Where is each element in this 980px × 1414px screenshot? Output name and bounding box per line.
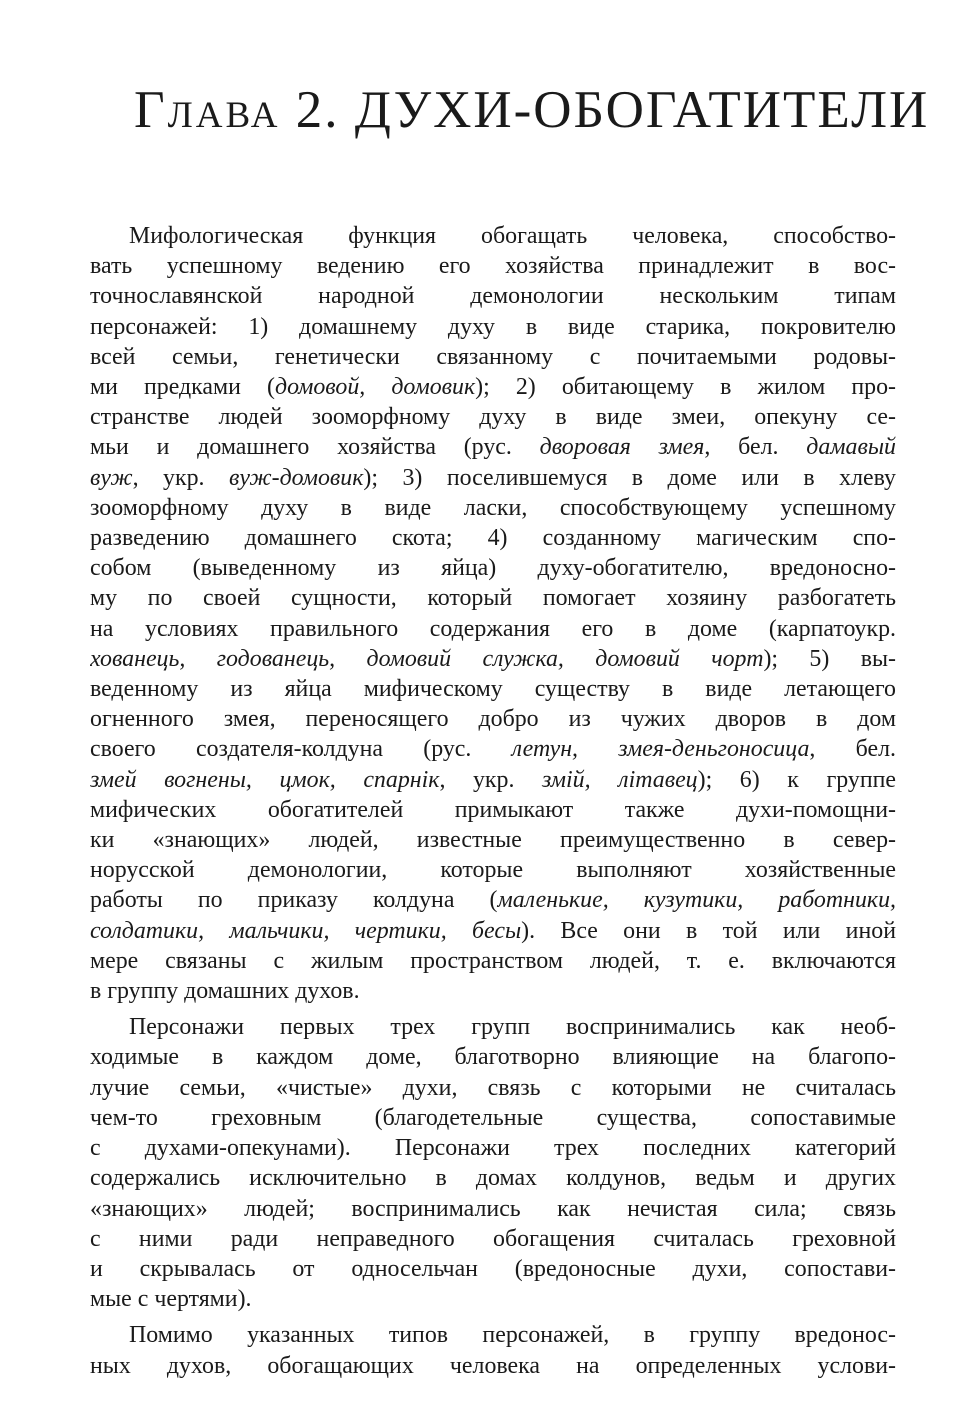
text-run: му по своей сущности, который помогает хозяину разбогатеть bbox=[90, 585, 896, 612]
text-run: , бел. bbox=[809, 736, 896, 763]
text-line bbox=[90, 704, 896, 734]
text-run: в группу домашних духов. bbox=[90, 978, 360, 1005]
text-line bbox=[90, 674, 896, 704]
text-run: Помимо указанных типов персонажей, в группу вредонос- bbox=[129, 1322, 896, 1349]
italic-term: вуж-домовик bbox=[229, 464, 364, 491]
text-run: , бел. bbox=[704, 434, 807, 461]
text-run: лучие семьи, «чистые» духи, связь с которыми не считалась bbox=[90, 1074, 896, 1101]
text-run: мере связаны с жилым пространством людей, т. е. включаются bbox=[90, 947, 896, 974]
text-line bbox=[90, 765, 896, 795]
chapter-label: Глава bbox=[134, 81, 281, 139]
text-run: Мифологическая функция обогащать человека, способство- bbox=[129, 223, 896, 249]
text-line bbox=[90, 1194, 896, 1224]
text-line bbox=[90, 1320, 896, 1350]
text-line bbox=[90, 281, 896, 311]
chapter-number: 2. bbox=[295, 81, 340, 139]
text-line bbox=[90, 644, 896, 674]
text-run: «знающих» людей; воспринимались как нечистая сила; связь bbox=[90, 1195, 896, 1222]
text-run: работы по приказу колдуна ( bbox=[90, 887, 498, 914]
text-line bbox=[90, 312, 896, 342]
text-line bbox=[90, 1073, 896, 1103]
text-line bbox=[90, 342, 896, 372]
text-line bbox=[90, 1133, 896, 1163]
text-line bbox=[90, 1284, 896, 1314]
text-line bbox=[90, 1254, 896, 1284]
text-run: и скрывалась от односельчан (вредоносные духи, сопостави- bbox=[90, 1255, 896, 1282]
chapter-heading bbox=[134, 81, 930, 139]
text-run: ми предками ( bbox=[90, 374, 275, 401]
text-run: странстве людей зооморфному духу в виде змеи, опекуну се- bbox=[90, 404, 896, 431]
text-line bbox=[90, 1012, 896, 1042]
text-run: ); 2) обитающему в жилом про- bbox=[475, 374, 896, 401]
text-run: ); 3) поселившемуся в доме или в хлеву bbox=[363, 464, 896, 491]
italic-term: летун, змея-деньгоносица bbox=[511, 736, 810, 763]
text-run: ); 5) вы- bbox=[763, 645, 896, 672]
italic-term: змій, літавец bbox=[542, 766, 698, 793]
text-run: чем-то греховным (благодетельные существа, сопоставимые bbox=[90, 1104, 896, 1131]
text-line bbox=[90, 523, 896, 553]
text-line bbox=[90, 734, 896, 764]
text-line bbox=[90, 432, 896, 462]
text-run: всей семьи, генетически связанному с почитаемыми родовы- bbox=[90, 343, 896, 370]
text-run: зооморфному духу в виде ласки, способствующему успешному bbox=[90, 494, 896, 521]
text-run: на условиях правильного содержания его в доме (карпатоукр. bbox=[90, 615, 896, 642]
text-run: огненного змея, переносящего добро из чужих дворов в дом bbox=[90, 706, 896, 733]
text-run: собом (выведенному из яйца) духу-обогатителю, вредоносно- bbox=[90, 555, 896, 582]
paragraph bbox=[90, 221, 896, 1006]
paragraph bbox=[90, 1012, 896, 1314]
italic-term: змей вогнены, цмок, спарнік bbox=[90, 766, 440, 793]
text-line bbox=[90, 916, 896, 946]
italic-term: маленькие, кузутики, работники, bbox=[497, 887, 896, 914]
italic-term: дамавый bbox=[806, 434, 896, 461]
italic-term: солдатики, мальчики, чертики, бесы bbox=[90, 917, 522, 944]
italic-term: домовой, домовик bbox=[275, 374, 476, 401]
body-text bbox=[90, 221, 896, 1381]
text-line bbox=[90, 885, 896, 915]
text-run: вать успешному ведению его хозяйства принадлежит в вос- bbox=[90, 253, 896, 280]
text-run: ). Все они в той или иной bbox=[521, 917, 896, 944]
text-run: персонажей: 1) домашнему духу в виде старика, покровителю bbox=[90, 313, 896, 340]
text-run: норусской демонологии, которые выполняют хозяйственные bbox=[90, 857, 896, 884]
text-run: Персонажи первых трех групп воспринимались как необ- bbox=[129, 1014, 896, 1041]
text-run: веденному из яйца мифическому существу в виде летающего bbox=[90, 676, 896, 703]
text-line bbox=[90, 795, 896, 825]
text-run: ); 6) к группе bbox=[697, 766, 896, 793]
text-run: мые с чертями). bbox=[90, 1286, 252, 1313]
text-line bbox=[90, 855, 896, 885]
text-run: разведению домашнего скота; 4) созданному магическим спо- bbox=[90, 525, 896, 552]
text-line bbox=[90, 614, 896, 644]
text-run: , укр. bbox=[132, 464, 230, 491]
text-line bbox=[90, 1103, 896, 1133]
text-run: мифических обогатителей примыкают также духи-помощни- bbox=[90, 796, 896, 823]
italic-term: хованець, годованець, домовий служка, домовий чорт bbox=[90, 645, 764, 672]
text-line bbox=[90, 1163, 896, 1193]
book-page bbox=[90, 0, 930, 1414]
text-line bbox=[90, 976, 896, 1006]
paragraph bbox=[90, 1320, 896, 1380]
text-line bbox=[90, 1224, 896, 1254]
text-line bbox=[90, 463, 896, 493]
text-run: своего создателя-колдуна (рус. bbox=[90, 736, 512, 763]
text-line bbox=[90, 251, 896, 281]
text-line bbox=[90, 221, 896, 251]
text-run: с духами-опекунами). Персонажи трех последних категорий bbox=[90, 1135, 896, 1162]
text-run: ходимые в каждом доме, благотворно влияющие на благопо- bbox=[90, 1044, 896, 1071]
text-line bbox=[90, 825, 896, 855]
text-line bbox=[90, 372, 896, 402]
text-line bbox=[90, 583, 896, 613]
text-run: ки «знающих» людей, известные преимущественно в север- bbox=[90, 827, 896, 854]
text-run: , укр. bbox=[439, 766, 543, 793]
text-run: с ними ради неправедного обогащения считалась греховной bbox=[90, 1225, 896, 1252]
text-run: точнославянской народной демонологии нескольким типам bbox=[90, 283, 896, 310]
text-run: мьи и домашнего хозяйства (рус. bbox=[90, 434, 540, 461]
text-line bbox=[90, 493, 896, 523]
text-run: содержались исключительно в домах колдунов, ведьм и других bbox=[90, 1165, 896, 1192]
text-line bbox=[90, 402, 896, 432]
text-line bbox=[90, 1042, 896, 1072]
italic-term: вуж bbox=[90, 464, 133, 491]
text-run: ных духов, обогащающих человека на определенных услови- bbox=[90, 1352, 896, 1379]
chapter-title: ДУХИ-ОБОГАТИТЕЛИ bbox=[354, 81, 930, 139]
text-line bbox=[90, 553, 896, 583]
italic-term: дворовая змея bbox=[539, 434, 705, 461]
text-line bbox=[90, 1351, 896, 1381]
text-line bbox=[90, 946, 896, 976]
